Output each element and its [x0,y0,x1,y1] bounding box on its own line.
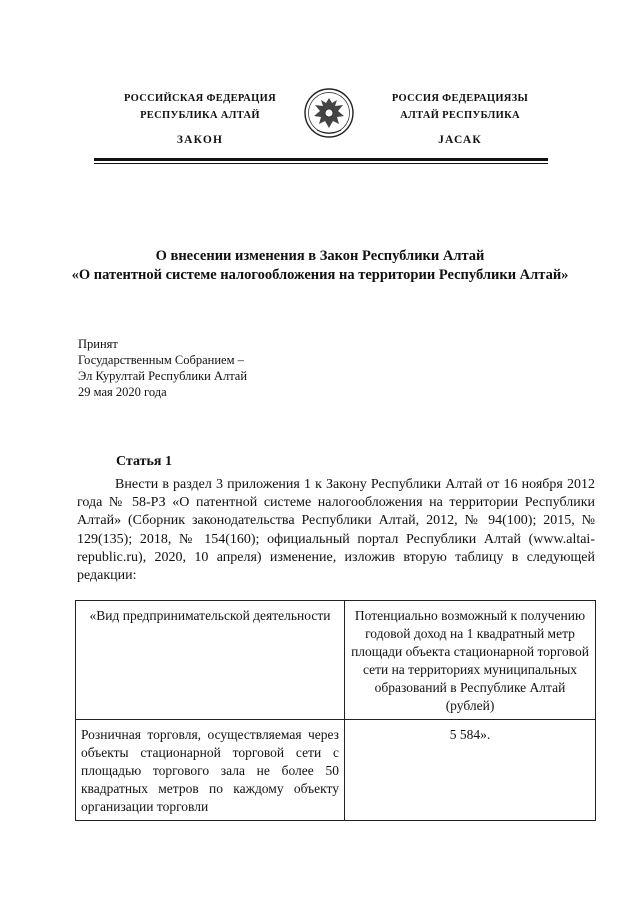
header-left-country: РОССИЙСКАЯ ФЕДЕРАЦИЯ [124,93,276,104]
header-left-doc-type: ЗАКОН [176,134,224,146]
article-heading: Статья 1 [116,454,172,469]
table-header-income: Потенциально возможный к получению годовой доход на 1 квадратный метр площади объекта стационарной торговой сети на территориях муниципальных образований в Республике Алтай (рублей) [345,601,596,720]
adoption-line: Принят [78,337,118,351]
header-right-doc-type: JАСАК [438,134,482,146]
coat-of-arms-icon [303,86,355,140]
table-cell-activity: Розничная торговля, осуществляемая через объекты стационарной торговой сети с площадью торгового зала не более 50 квадратных метров по каждому объекту организации торговли [76,720,345,821]
header-right-republic: АЛТАЙ РЕСПУБЛИКА [400,110,520,121]
header-left-republic: РЕСПУБЛИКА АЛТАЙ [140,110,260,121]
table-header-row [76,601,596,720]
header-divider-thick [94,158,548,161]
amendment-table [75,600,596,821]
law-title-line1: О внесении изменения в Закон Республики Алтай [155,248,485,264]
table-header-activity: «Вид предпринимательской деятельности [76,601,345,720]
law-title-line2: «О патентной системе налогообложения на территории Республики Алтай» [71,267,569,283]
adoption-date: 29 мая 2020 года [78,385,167,399]
table-cell-income: 5 584». [345,720,596,821]
adoption-line: Эл Курултай Республики Алтай [78,369,248,383]
article-text: Внести в раздел 3 приложения 1 к Закону Республики Алтай от 16 ноября 2012 года № 58-РЗ «О патентной системе налогообложения на территории Республики Алтай» (Сборник законодательства Республики Алтай, 2012, № 94(100); 2015, № 129(135); 2018, № 154(160); официальный портал Республики Алтай (www.altai-republic.ru), 2020, 10 апреля) изменение, изложив вторую таблицу в следующей редакции: [77,477,595,584]
header-divider-thin [94,163,548,164]
table-row [76,720,596,821]
header-right-country: РОССИЯ ФЕДЕРАЦИЯЗЫ [391,93,529,104]
adoption-block [78,336,247,400]
adoption-line: Государственным Собранием – [78,353,244,367]
